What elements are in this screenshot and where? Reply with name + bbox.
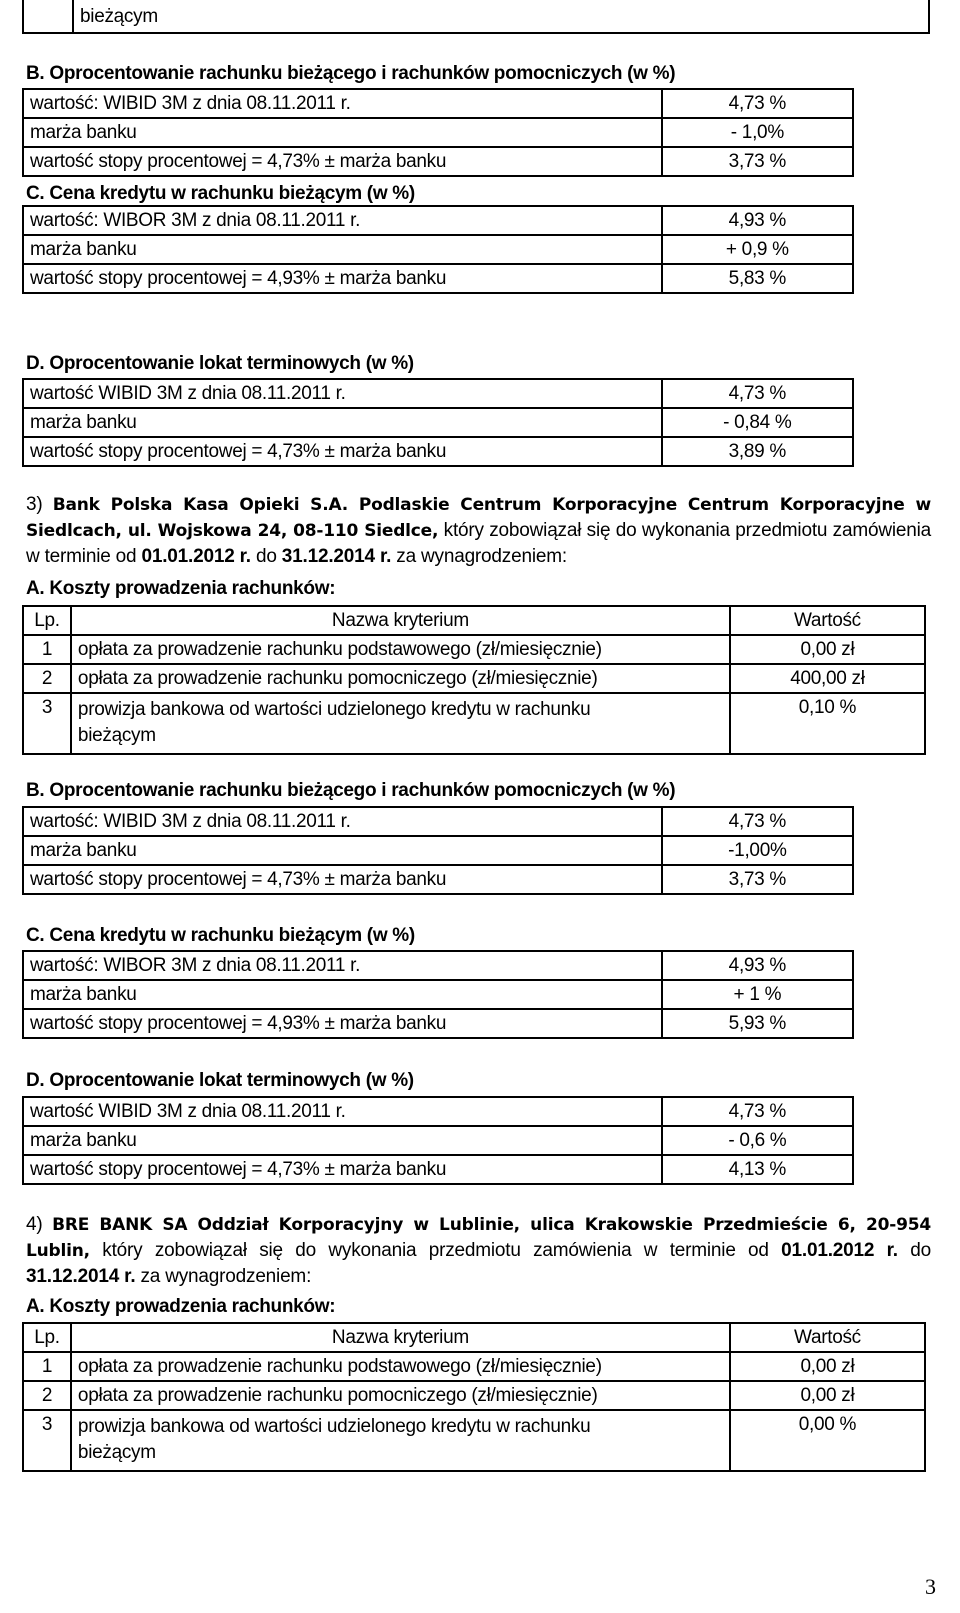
table-row: wartość stopy procentowej = 4,73% ± marża banku 3,73 % xyxy=(23,865,853,894)
section-title: D. Oprocentowanie lokat terminowych (w %) xyxy=(26,1070,414,1091)
cost-table xyxy=(22,605,926,755)
rate-table xyxy=(22,88,854,177)
rate-table xyxy=(22,378,854,467)
table-row: wartość WIBID 3M z dnia 08.11.2011 r. 4,73 % xyxy=(23,379,853,408)
rate-table xyxy=(22,950,854,1039)
section-title: B. Oprocentowanie rachunku bieżącego i rachunków pomocniczych (w %) xyxy=(26,780,676,801)
table-row: marża banku - 1,0% xyxy=(23,118,853,147)
section-title: A. Koszty prowadzenia rachunków: xyxy=(26,1296,336,1317)
table-row: 2 opłata za prowadzenie rachunku pomocniczego (zł/miesięcznie) 400,00 zł xyxy=(23,664,925,693)
table-row: wartość: WIBID 3M z dnia 08.11.2011 r. 4,73 % xyxy=(23,807,853,836)
table-row: wartość stopy procentowej = 4,73% ± marża banku 4,13 % xyxy=(23,1155,853,1184)
bank-paragraph: 3) Bank Polska Kasa Opieki S.A. Podlaskie Centrum Korporacyjne Centrum Korporacyjne w Siedlcach, ul. Wojskowa 24, 08-110 Siedlce, który zobowiązał się do wykonania przedmiotu zamówienia w terminie od 01.01.2012 r. do 31.12.2014 r. za wynagrodzeniem: xyxy=(26,494,931,567)
table-row: wartość stopy procentowej = 4,93% ± marża banku 5,83 % xyxy=(23,264,853,293)
table-row: wartość stopy procentowej = 4,73% ± marża banku 3,73 % xyxy=(23,147,853,176)
table-header-row: Lp. Nazwa kryterium Wartość xyxy=(23,606,925,635)
table-row: wartość: WIBOR 3M z dnia 08.11.2011 r. 4,93 % xyxy=(23,951,853,980)
section-title: D. Oprocentowanie lokat terminowych (w %) xyxy=(26,353,414,374)
section-title: B. Oprocentowanie rachunku bieżącego i rachunków pomocniczych (w %) xyxy=(26,63,676,84)
table-row: wartość: WIBOR 3M z dnia 08.11.2011 r. 4,93 % xyxy=(23,206,853,235)
table-row: marża banku - 0,84 % xyxy=(23,408,853,437)
table-header-row: Lp. Nazwa kryterium Wartość xyxy=(23,1323,925,1352)
table-row: marża banku + 1 % xyxy=(23,980,853,1009)
table-row: 1 opłata za prowadzenie rachunku podstawowego (zł/miesięcznie) 0,00 zł xyxy=(23,635,925,664)
table-row: wartość WIBID 3M z dnia 08.11.2011 r. 4,73 % xyxy=(23,1097,853,1126)
table-row: marża banku - 0,6 % xyxy=(23,1126,853,1155)
cost-table xyxy=(22,1322,926,1472)
table-cell-text: bieżącym xyxy=(72,0,158,32)
table-row: 3 prowizja bankowa od wartości udzielonego kredytu w rachunku bieżącym 0,00 % xyxy=(23,1410,925,1471)
table-row: wartość stopy procentowej = 4,93% ± marża banku 5,93 % xyxy=(23,1009,853,1038)
table-row: wartość: WIBID 3M z dnia 08.11.2011 r. 4,73 % xyxy=(23,89,853,118)
page-number: 3 xyxy=(925,1574,936,1599)
table-row: wartość stopy procentowej = 4,73% ± marża banku 3,89 % xyxy=(23,437,853,466)
rate-table xyxy=(22,806,854,895)
section-title: A. Koszty prowadzenia rachunków: xyxy=(26,578,336,599)
rate-table xyxy=(22,1096,854,1185)
table-row: 1 opłata za prowadzenie rachunku podstawowego (zł/miesięcznie) 0,00 zł xyxy=(23,1352,925,1381)
rate-table xyxy=(22,205,854,294)
table-row: 3 prowizja bankowa od wartości udzielonego kredytu w rachunku bieżącym 0,10 % xyxy=(23,693,925,754)
bank-paragraph: 4) BRE BANK SA Oddział Korporacyjny w Lublinie, ulica Krakowskie Przedmieście 6, 20-954 Lublin, który zobowiązał się do wykonania przedmiotu zamówienia w terminie od 01.01.2012 r. do 31.12.2014 r. za wynagrodzeniem: xyxy=(26,1214,931,1287)
section-title: C. Cena kredytu w rachunku bieżącym (w %) xyxy=(26,183,415,204)
table-fragment-top xyxy=(22,0,930,34)
table-row: marża banku -1,00% xyxy=(23,836,853,865)
section-title: C. Cena kredytu w rachunku bieżącym (w %) xyxy=(26,925,415,946)
table-row: 2 opłata za prowadzenie rachunku pomocniczego (zł/miesięcznie) 0,00 zł xyxy=(23,1381,925,1410)
table-row: marża banku + 0,9 % xyxy=(23,235,853,264)
